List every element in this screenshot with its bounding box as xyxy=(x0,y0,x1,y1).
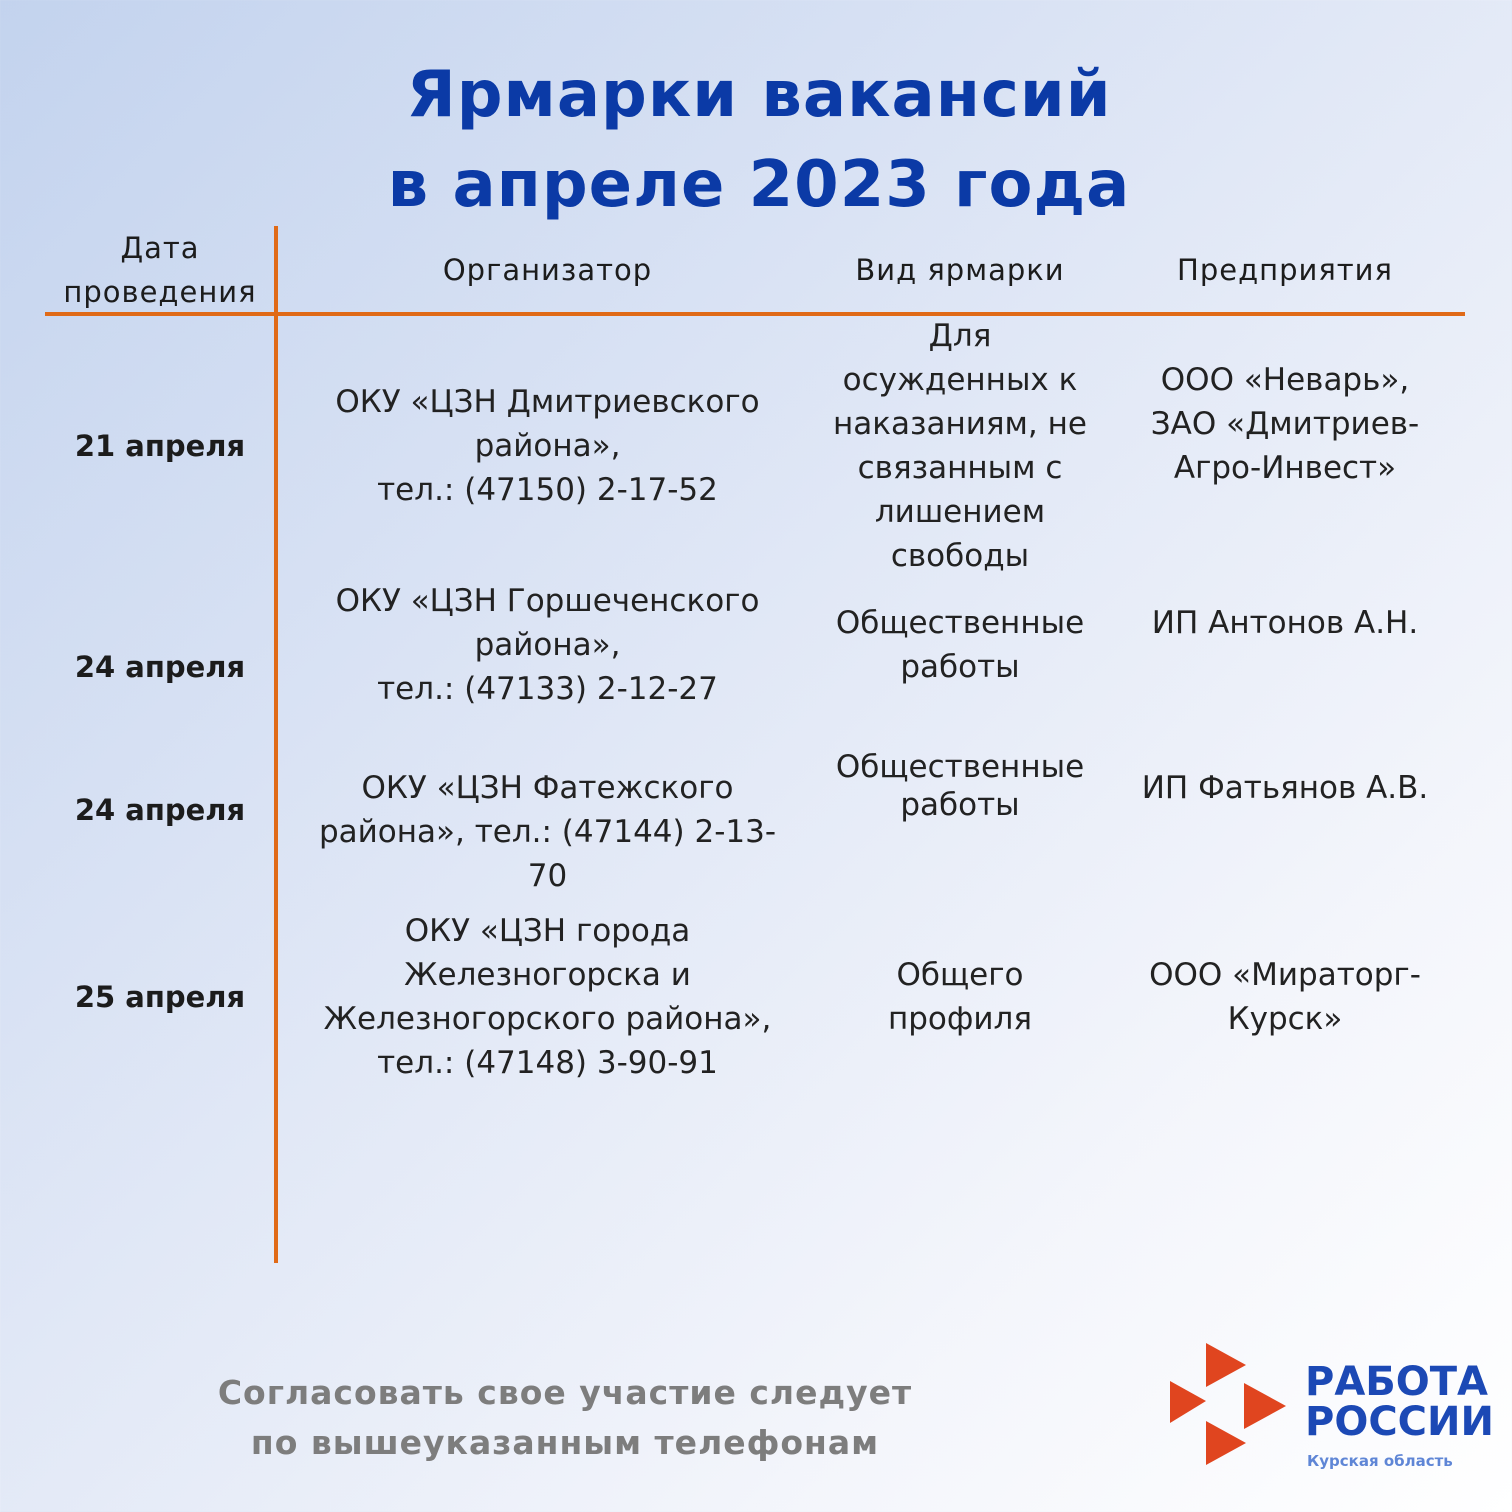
row-4-organizer-line-2: Железногорска и xyxy=(404,957,691,993)
row-3-organizer-line-2: района», тел.: (47144) 2-13-70 xyxy=(318,814,777,894)
footer-line-2: по вышеуказанным телефонам xyxy=(250,1423,880,1462)
row-4-companies-line-2: Курск» xyxy=(1227,1001,1343,1037)
row-3-fair-type-line-2: работы xyxy=(900,787,1020,823)
row-3-organizer xyxy=(300,766,795,898)
logo-arrow-bottom xyxy=(1206,1421,1246,1465)
row-4-fair-type-line-1: Общего xyxy=(896,957,1024,993)
row-2-organizer-line-1: ОКУ «ЦЗН Горшеченского xyxy=(335,583,760,619)
arrows-logo-icon xyxy=(1166,1343,1288,1469)
logo-region: Курская область xyxy=(1307,1452,1453,1470)
row-3-companies-line-1: ИП Фатьянов А.В. xyxy=(1141,770,1429,806)
page-title xyxy=(0,50,1512,230)
footer-line-1: Согласовать свое участие следует xyxy=(217,1373,913,1412)
row-3-companies xyxy=(1130,766,1440,810)
row-4-date: 25 апреля xyxy=(74,980,246,1014)
header-organizer: Организатор xyxy=(442,253,653,287)
row-2-companies xyxy=(1130,601,1440,645)
row-1-fair-type-line-6: свободы xyxy=(890,538,1030,574)
row-1-fair-type-line-1: Для xyxy=(928,318,992,354)
table-vertical-divider xyxy=(274,226,278,1263)
row-4-companies xyxy=(1130,953,1440,1041)
header-date-line-1: Дата xyxy=(120,231,200,265)
logo-line-2: РОССИИ xyxy=(1305,1399,1494,1445)
row-1-date: 21 апреля xyxy=(74,429,246,463)
row-2-fair-type-line-2: работы xyxy=(900,649,1020,685)
row-4-organizer-line-3: Железногорского района», xyxy=(323,1001,772,1037)
header-companies: Предприятия xyxy=(1177,253,1393,287)
row-2-fair-type-line-1: Общественные xyxy=(835,605,1085,641)
row-1-companies xyxy=(1130,358,1440,490)
row-1-organizer xyxy=(300,380,795,512)
row-1-organizer-line-1: ОКУ «ЦЗН Дмитриевского xyxy=(335,384,760,420)
row-4-companies-line-1: ООО «Мираторг- xyxy=(1149,957,1421,993)
row-1-fair-type-line-5: лишением xyxy=(874,494,1046,530)
title-line-2: в апреле 2023 года xyxy=(387,148,1131,222)
row-1-fair-type-line-2: осужденных к xyxy=(842,362,1078,398)
header-fair-type: Вид ярмарки xyxy=(855,253,1065,287)
row-4-fair-type xyxy=(800,953,1120,1041)
logo-wordmark xyxy=(1305,1359,1494,1445)
footer-note xyxy=(180,1368,950,1468)
logo-arrow-right xyxy=(1244,1383,1286,1429)
row-2-organizer-line-3: тел.: (47133) 2-12-27 xyxy=(377,671,718,707)
row-2-organizer xyxy=(300,579,795,711)
row-2-fair-type xyxy=(800,601,1120,689)
row-1-fair-type-line-3: наказаниям, не xyxy=(833,406,1087,442)
logo-arrow-top xyxy=(1206,1343,1246,1387)
row-3-organizer-line-1: ОКУ «ЦЗН Фатежского xyxy=(361,770,734,806)
row-3-fair-type xyxy=(800,748,1120,824)
row-2-date: 24 апреля xyxy=(74,650,246,684)
row-1-organizer-line-2: района», xyxy=(474,428,621,464)
title-line-1: Ярмарки вакансий xyxy=(406,58,1112,132)
row-3-fair-type-line-1: Общественные xyxy=(835,749,1085,785)
row-4-organizer-line-4: тел.: (47148) 3-90-91 xyxy=(377,1045,718,1081)
row-1-companies-line-3: Агро-Инвест» xyxy=(1173,450,1397,486)
row-1-organizer-line-3: тел.: (47150) 2-17-52 xyxy=(377,472,718,508)
logo-line-1: РАБОТА xyxy=(1305,1359,1489,1405)
row-1-companies-line-1: ООО «Неварь», xyxy=(1160,362,1410,398)
header-date xyxy=(45,226,275,314)
row-1-fair-type xyxy=(800,314,1120,578)
row-4-organizer-line-1: ОКУ «ЦЗН города xyxy=(404,913,691,949)
row-1-companies-line-2: ЗАО «Дмитриев- xyxy=(1150,406,1420,442)
row-2-companies-line-1: ИП Антонов А.Н. xyxy=(1151,605,1419,641)
header-date-line-2: проведения xyxy=(63,275,257,309)
row-2-organizer-line-2: района», xyxy=(474,627,621,663)
row-3-date: 24 апреля xyxy=(74,793,246,827)
logo-arrow-left xyxy=(1170,1381,1206,1423)
row-4-fair-type-line-2: профиля xyxy=(887,1001,1033,1037)
row-1-fair-type-line-4: связанным с xyxy=(857,450,1063,486)
row-4-organizer xyxy=(300,909,795,1085)
